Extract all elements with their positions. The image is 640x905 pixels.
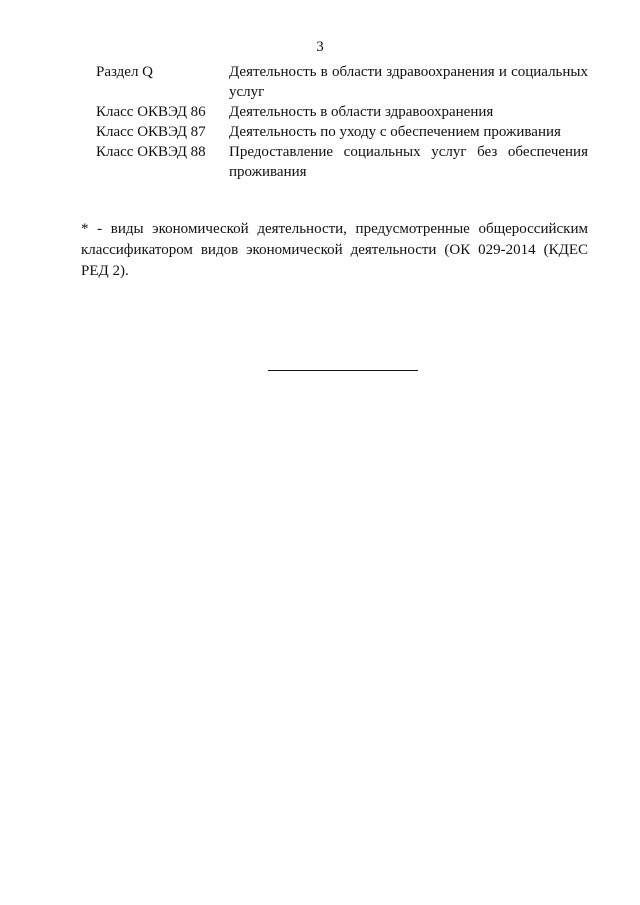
end-separator-line [268,370,418,371]
classification-row [96,62,588,102]
classification-code: Класс ОКВЭД 88 [96,144,206,160]
classification-description: Деятельность в области здравоохранения [229,104,494,120]
footnote: * - виды экономической деятельности, предусмотренные общероссийским классификатором видов экономической деятельности (ОК 029-2014 (КДЕС РЕД 2). [81,221,588,279]
classification-code: Класс ОКВЭД 87 [96,124,206,140]
classification-row [96,142,588,182]
classification-table [96,62,588,182]
classification-description: Предоставление социальных услуг без обеспечения проживания [229,144,588,180]
classification-row [96,122,588,142]
classification-code: Раздел Q [96,64,154,80]
page-number: 3 [316,39,324,55]
classification-description: Деятельность по уходу с обеспечением проживания [229,124,561,140]
classification-description: Деятельность в области здравоохранения и социальных услуг [229,64,588,100]
classification-code: Класс ОКВЭД 86 [96,104,206,120]
classification-row [96,102,588,122]
